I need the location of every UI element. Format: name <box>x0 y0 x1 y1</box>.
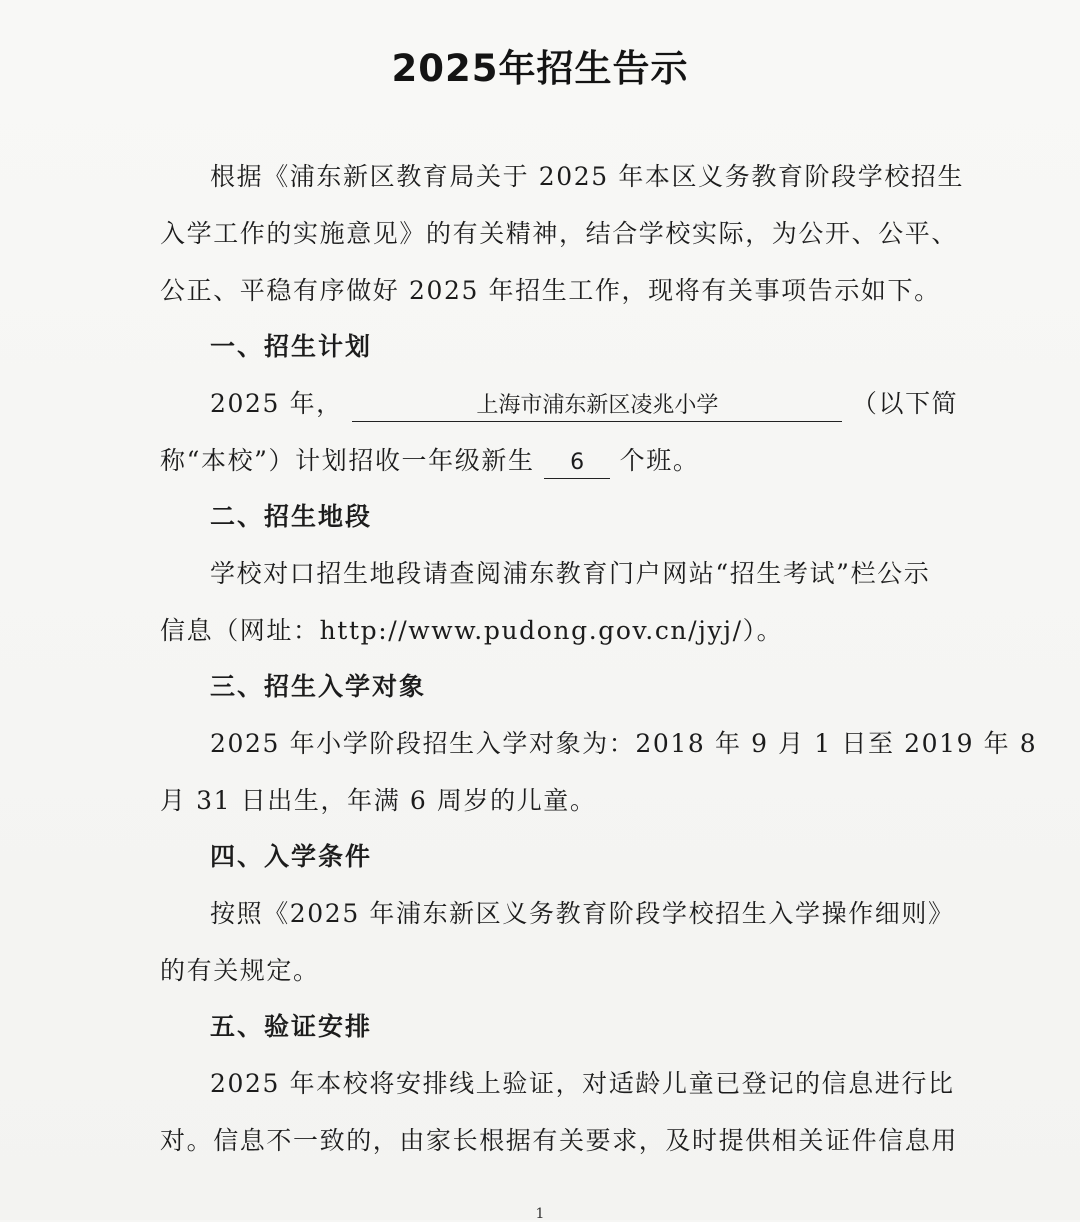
section-heading-admission-conditions: 四、入学条件 <box>210 842 373 871</box>
admission-conditions-line-1: 按照《2025 年浦东新区义务教育阶段学校招生入学操作细则》 <box>210 899 955 928</box>
section-heading-enrollment-plan: 一、招生计划 <box>210 332 373 361</box>
enrollment-line2-suffix: 个班。 <box>619 446 700 475</box>
section-heading-enrollment-target: 三、招生入学对象 <box>210 672 427 701</box>
enrollment-zone-line-1: 学校对口招生地段请查阅浦东教育门户网站“招生考试”栏公示 <box>210 559 931 588</box>
page-title: 2025年招生告示 <box>391 47 689 90</box>
enrollment-line1-suffix: （以下简 <box>851 389 959 418</box>
class-count-field: 6 <box>544 448 610 479</box>
intro-line-2: 入学工作的实施意见》的有关精神，结合学校实际，为公开、公平、 <box>160 219 959 248</box>
intro-line-1: 根据《浦东新区教育局关于 2025 年本区义务教育阶段学校招生 <box>210 162 965 191</box>
enrollment-year-prefix: 2025 年， <box>210 389 343 418</box>
verification-line-2: 对。信息不一致的，由家长根据有关要求，及时提供相关证件信息用 <box>160 1126 959 1155</box>
school-name-field: 上海市浦东新区凌兆小学 <box>352 391 842 422</box>
admission-conditions-line-2: 的有关规定。 <box>160 956 320 985</box>
enrollment-plan-line-1 <box>210 387 959 421</box>
verification-line-1: 2025 年本校将安排线上验证，对适龄儿童已登记的信息进行比 <box>210 1069 955 1098</box>
intro-line-3: 公正、平稳有序做好 2025 年招生工作，现将有关事项告示如下。 <box>160 276 941 305</box>
enrollment-zone-line-2: 信息（网址：http://www.pudong.gov.cn/jyj/）。 <box>160 616 784 645</box>
section-heading-verification: 五、验证安排 <box>210 1012 373 1041</box>
enrollment-target-line-1: 2025 年小学阶段招生入学对象为：2018 年 9 月 1 日至 2019 年 8 <box>210 729 1038 758</box>
section-heading-enrollment-zone: 二、招生地段 <box>210 502 373 531</box>
enrollment-target-line-2: 月 31 日出生，年满 6 周岁的儿童。 <box>160 786 597 815</box>
enrollment-line2-prefix: 称“本校”）计划招收一年级新生 <box>160 446 535 475</box>
page-number: 1 <box>535 1206 545 1222</box>
enrollment-plan-line-2 <box>160 444 920 478</box>
